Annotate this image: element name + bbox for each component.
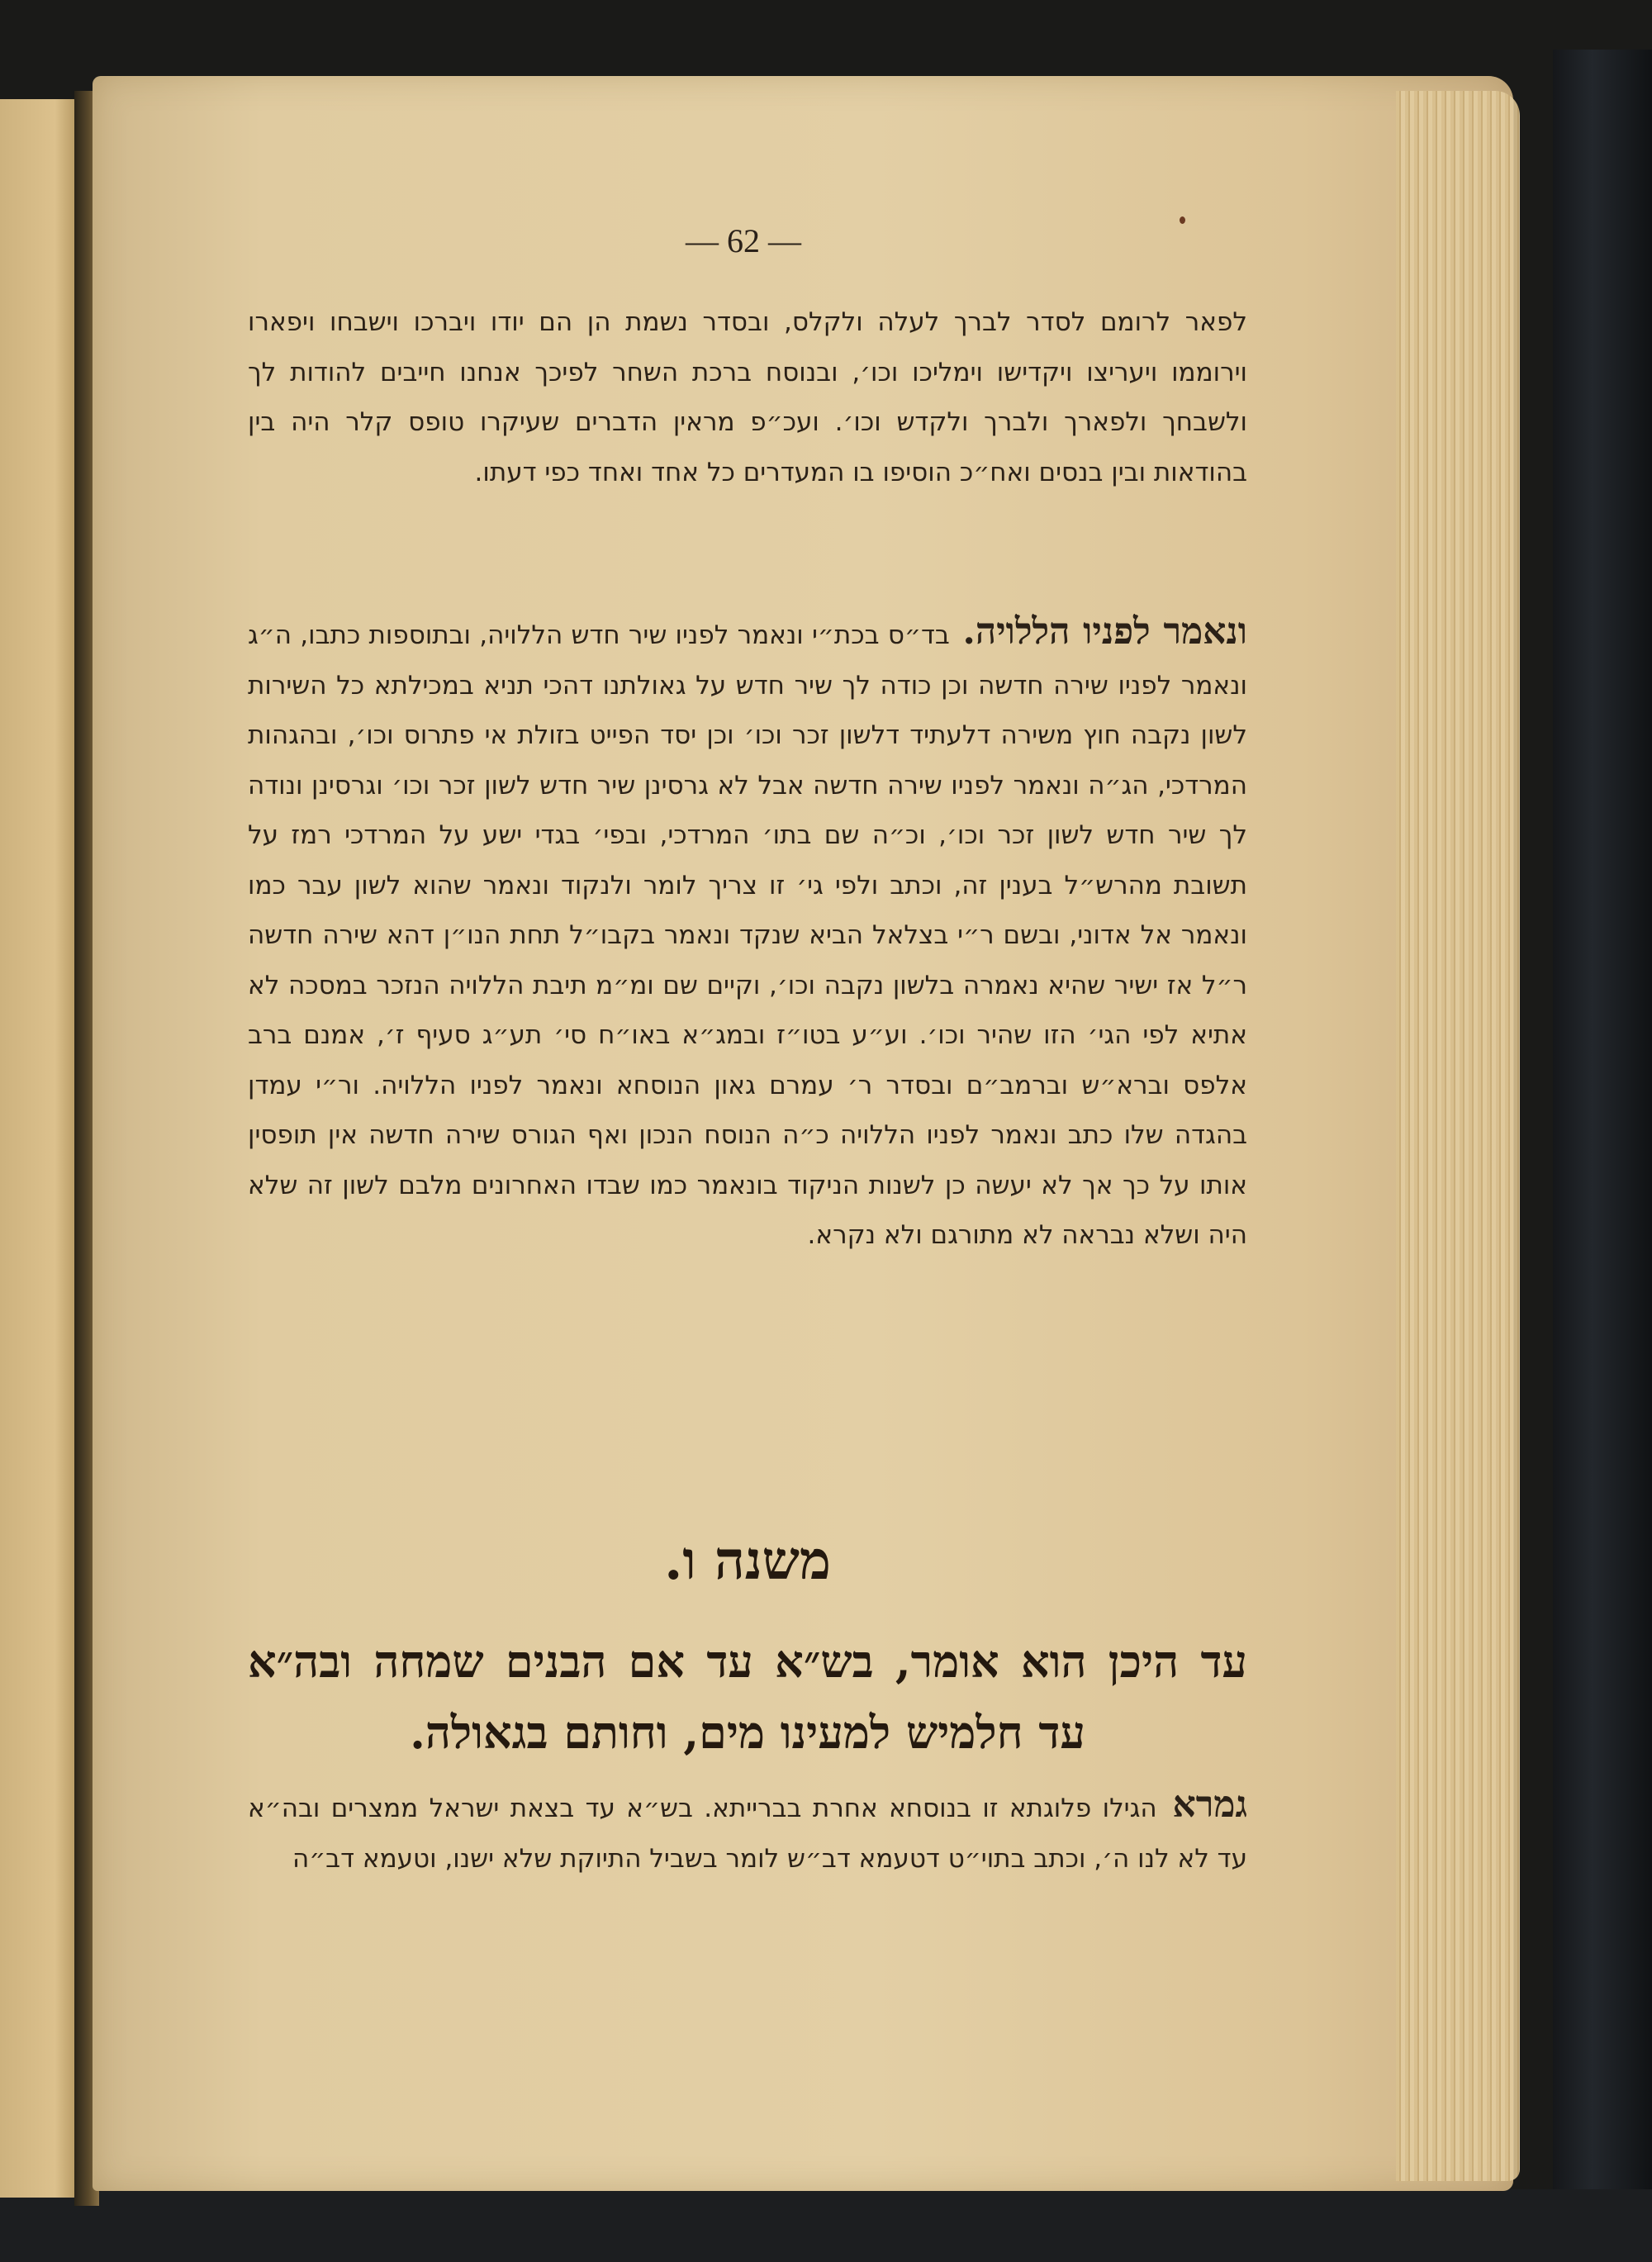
mishnah-heading: משנה ו. [664,1530,831,1592]
paragraph-1-text: לפאר לרומם לסדר לברך לעלה ולקלס, ובסדר נשמת הן הם יודו ויברכו וישבחו ויפארו וירוממו ויעריצו ויקדישו וימליכו וכו׳, ובנוסח ברכת השחר לפיכך אנחנו חייבים להודות לך ולשבחך ולפארך ולברך ולקדש וכו׳. ועכ״פ מראין הדברים שעיקרו טופס קלר היה בין בהודאות ובין בנסים ואח״כ הוסיפו בו המעדרים כל אחד ואחד כפי דעתו. [248,307,1247,487]
background-cloth [0,2189,1652,2262]
gemara-lead: גמרא [1156,1784,1247,1826]
paragraph-1 [248,294,1247,497]
mishnah-text: עד היכן הוא אומר, בש״א עד אם הבנים שמחה ובה״א עד חלמיש למעינו מים, וחותם בגאולה. [248,1635,1247,1759]
book-binding [1553,50,1652,2262]
gemara-text: הגילו פלוגתא זו בנוסחא אחרת בברייתא. בש״א עד בצאת ישראל ממצרים ובה״א עד לא לנו ה׳, וכתב בתוי״ט דטעמא דב״ש לומר בשביל התיוקת שלא ישנו, וטעמא דב״ה [248,1794,1247,1874]
paragraph-2-lead: ונאמר לפניו הללויה. [949,611,1247,653]
paragraph-2-text: בד״ס בכת״י ונאמר לפניו שיר חדש הללויה, ובתוספות כתבו, ה״ג ונאמר לפניו שירה חדשה וכן כודה לך שיר חדש על גאולתנו דהכי תניא במכילתא כל השירות לשון נקבה חוץ משירה דלעתיד דלשון זכר וכו׳ וכן יסד הפייט בזולת אי פתרוס וכו׳, ובהגהות המרדכי, הג״ה ונאמר לפניו שירה חדשה אבל לא גרסינן שיר חדש לשון זכר וכו׳ וגרסינן ונודה לך שיר חדש לשון זכר וכו׳, וכ״ה שם בתו׳ המרדכי, ובפי׳ בגדי ישע על המרדכי רמז על תשובת מהרש״ל בענין זה, וכתב ולפי גי׳ זו צריך לומר ולנקוד ונאמר שהוא לשון עבר כמו ונאמר אל אדוני, ובשם ר״י בצלאל הביא שנקד ונאמר בקבו״ל תחת הנו״ן דהא שירה חדשה ר״ל אז ישיר שהיא נאמרה בלשון נקבה וכו׳, וקיים שם ומ״מ תיבת הללויה הנזכר במסכה לא אתיא לפי הגי׳ הזו שהיר וכו׳. וע״ע בטו״ז ובמג״א באו״ח סי׳ תע״ג סעיף ז׳, אמנם ברב אלפס וברא״ש וברמב״ם ובסדר ר׳ עמרם גאון הנוסחא ונאמר לפניו הללויה. ור״י עמדן בהגדה שלו כתב ונאמר לפניו הללויה כ״ה הנוסח הנכון ואף הגורס שירה חדשה אין תופסין אותו על כך אך לא יעשה כן לשנות הניקוד בונאמר כמו שבדו האחרונים מלבם לשון זה שלא היה ושלא נבראה לא מתורגם ולא נקרא. [248,620,1247,1250]
paragraph-2 [248,607,1247,1261]
ink-mark [1180,216,1185,224]
facing-page-edge [0,99,78,2198]
page-number: — 62 — [686,222,801,259]
gemara-paragraph [248,1780,1247,1884]
page-stack-edges [1396,91,1520,2181]
